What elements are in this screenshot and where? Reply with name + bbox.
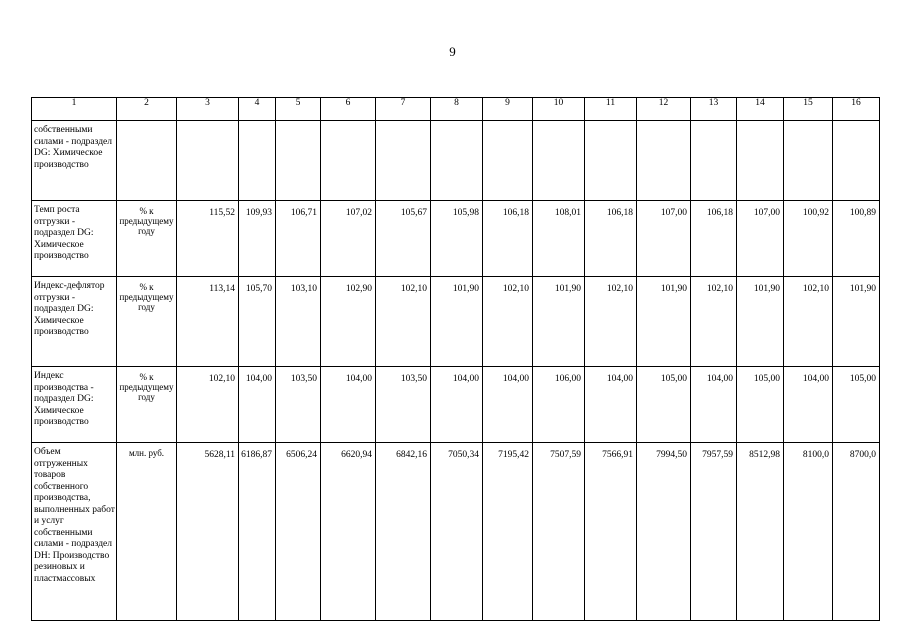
value-cell: 113,14 xyxy=(177,277,239,367)
value-cell: 101,90 xyxy=(431,277,483,367)
indicator-name-cell: собственными силами - подраздел DG: Химическое производство xyxy=(32,121,117,201)
table-row xyxy=(32,121,880,201)
value-cell: 115,52 xyxy=(177,201,239,277)
value-cell xyxy=(376,121,431,201)
value-cell: 6620,94 xyxy=(321,443,376,621)
value-cell xyxy=(737,121,784,201)
value-cell: 8512,98 xyxy=(737,443,784,621)
value-cell xyxy=(833,121,880,201)
value-cell: 106,00 xyxy=(533,367,585,443)
value-cell: 104,00 xyxy=(431,367,483,443)
value-cell: 7994,50 xyxy=(637,443,691,621)
column-number-5: 5 xyxy=(276,98,321,121)
value-cell: 6506,24 xyxy=(276,443,321,621)
value-cell: 7566,91 xyxy=(585,443,637,621)
value-cell: 101,90 xyxy=(637,277,691,367)
value-cell: 107,02 xyxy=(321,201,376,277)
value-cell: 104,00 xyxy=(321,367,376,443)
value-cell: 104,00 xyxy=(784,367,833,443)
value-cell: 105,00 xyxy=(833,367,880,443)
column-number-9: 9 xyxy=(483,98,533,121)
value-cell xyxy=(483,121,533,201)
value-cell: 105,67 xyxy=(376,201,431,277)
page-number: 9 xyxy=(449,44,456,59)
indicator-name-cell: Индекс производства - подраздел DG: Химическое производство xyxy=(32,367,117,443)
value-cell xyxy=(784,121,833,201)
value-cell: 101,90 xyxy=(833,277,880,367)
value-cell: 105,00 xyxy=(737,367,784,443)
value-cell: 7050,34 xyxy=(431,443,483,621)
value-cell: 105,70 xyxy=(239,277,276,367)
value-cell xyxy=(431,121,483,201)
value-cell: 102,10 xyxy=(784,277,833,367)
value-cell: 7507,59 xyxy=(533,443,585,621)
value-cell xyxy=(177,121,239,201)
value-cell: 103,50 xyxy=(276,367,321,443)
unit-cell: % к предыдущему году xyxy=(117,277,177,367)
table-row xyxy=(32,277,880,367)
indicator-name-cell: Объем отгруженных товаров собственного производства, выполненных работ и услуг собственными силами - подраздел DH: Производство резиновых и пластмассовых xyxy=(32,443,117,621)
value-cell: 107,00 xyxy=(737,201,784,277)
column-number-2: 2 xyxy=(117,98,177,121)
value-cell: 104,00 xyxy=(239,367,276,443)
column-number-3: 3 xyxy=(177,98,239,121)
value-cell: 101,90 xyxy=(533,277,585,367)
value-cell: 100,92 xyxy=(784,201,833,277)
value-cell: 106,18 xyxy=(691,201,737,277)
value-cell xyxy=(637,121,691,201)
value-cell: 102,10 xyxy=(177,367,239,443)
value-cell: 102,10 xyxy=(585,277,637,367)
unit-cell: % к предыдущему году xyxy=(117,367,177,443)
unit-cell xyxy=(117,121,177,201)
value-cell: 102,10 xyxy=(483,277,533,367)
column-number-row xyxy=(32,98,880,121)
value-cell: 6186,87 xyxy=(239,443,276,621)
value-cell: 102,10 xyxy=(376,277,431,367)
value-cell: 7957,59 xyxy=(691,443,737,621)
column-number-8: 8 xyxy=(431,98,483,121)
unit-cell: % к предыдущему году xyxy=(117,201,177,277)
column-number-10: 10 xyxy=(533,98,585,121)
value-cell xyxy=(533,121,585,201)
value-cell: 109,93 xyxy=(239,201,276,277)
value-cell: 103,10 xyxy=(276,277,321,367)
value-cell: 101,90 xyxy=(737,277,784,367)
value-cell: 104,00 xyxy=(483,367,533,443)
value-cell: 6842,16 xyxy=(376,443,431,621)
value-cell: 5628,11 xyxy=(177,443,239,621)
unit-cell: млн. руб. xyxy=(117,443,177,621)
column-number-12: 12 xyxy=(637,98,691,121)
value-cell xyxy=(585,121,637,201)
value-cell: 105,00 xyxy=(637,367,691,443)
value-cell xyxy=(276,121,321,201)
column-number-7: 7 xyxy=(376,98,431,121)
value-cell: 104,00 xyxy=(691,367,737,443)
value-cell: 7195,42 xyxy=(483,443,533,621)
value-cell: 106,18 xyxy=(483,201,533,277)
column-number-4: 4 xyxy=(239,98,276,121)
value-cell xyxy=(321,121,376,201)
column-number-1: 1 xyxy=(32,98,117,121)
table-row xyxy=(32,367,880,443)
value-cell: 105,98 xyxy=(431,201,483,277)
column-number-11: 11 xyxy=(585,98,637,121)
value-cell: 107,00 xyxy=(637,201,691,277)
value-cell xyxy=(239,121,276,201)
value-cell: 8100,0 xyxy=(784,443,833,621)
value-cell: 106,71 xyxy=(276,201,321,277)
value-cell: 100,89 xyxy=(833,201,880,277)
value-cell: 106,18 xyxy=(585,201,637,277)
value-cell: 108,01 xyxy=(533,201,585,277)
column-number-13: 13 xyxy=(691,98,737,121)
value-cell: 8700,0 xyxy=(833,443,880,621)
column-number-15: 15 xyxy=(784,98,833,121)
value-cell: 102,10 xyxy=(691,277,737,367)
column-number-16: 16 xyxy=(833,98,880,121)
table-row xyxy=(32,201,880,277)
table-row xyxy=(32,443,880,621)
column-number-6: 6 xyxy=(321,98,376,121)
data-table xyxy=(31,97,880,621)
value-cell: 104,00 xyxy=(585,367,637,443)
indicator-name-cell: Темп роста отгрузки - подраздел DG: Химическое производство xyxy=(32,201,117,277)
indicator-name-cell: Индекс-дефлятор отгрузки - подраздел DG: Химическое производство xyxy=(32,277,117,367)
value-cell xyxy=(691,121,737,201)
value-cell: 103,50 xyxy=(376,367,431,443)
value-cell: 102,90 xyxy=(321,277,376,367)
column-number-14: 14 xyxy=(737,98,784,121)
